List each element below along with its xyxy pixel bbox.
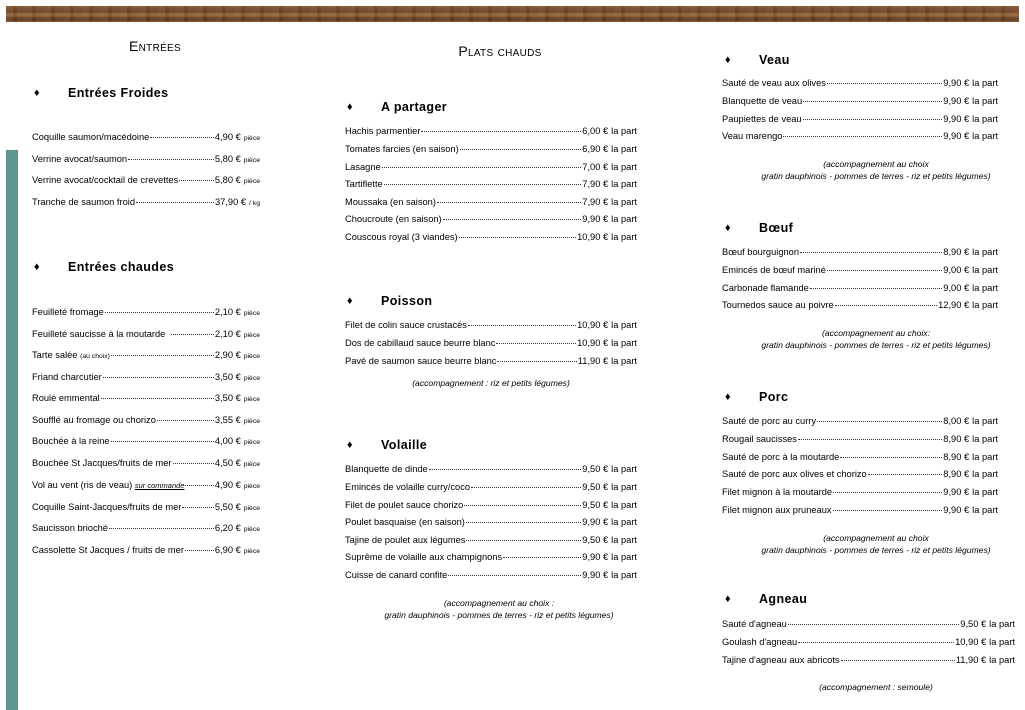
menu-item: Poulet basquaise (en saison) 9,90 € la part [345,517,637,527]
menu-item: Blanquette de dinde 9,50 € la part [345,464,637,474]
menu-item: Cassolette St Jacques / fruits de mer 6,90 € pièce [32,545,260,555]
menu-item: Filet mignon aux pruneaux 9,90 € la part [722,505,998,515]
menu-item: Tajine d'agneau aux abricots 11,90 € la part [722,655,1015,665]
diamond-bullet-icon: ♦ [725,593,732,605]
menu-item: Rougail saucisses 8,90 € la part [722,434,998,444]
menu-item: Bœuf bourguignon 8,90 € la part [722,247,998,257]
section-title: Bœuf [759,221,794,235]
menu-item: Coquille saumon/macédoine 4,90 € pièce [32,132,260,142]
accompaniment-note: (accompagnement au choix: gratin dauphinois - pommes de terres - riz et petits légumes) [761,328,991,350]
diamond-bullet-icon: ♦ [34,261,41,273]
menu-item: Tomates farcies (en saison) 6,90 € la part [345,144,637,154]
menu-item: Pavé de saumon sauce beurre blanc 11,90 € la part [345,356,637,366]
teal-side-bar [6,150,18,710]
menu-item: Carbonade flamande 9,00 € la part [722,283,998,293]
menu-item: Hachis parmentier 6,00 € la part [345,126,637,136]
menu-item: Emincés de bœuf mariné 9,00 € la part [722,265,998,275]
menu-item: Feuilleté fromage 2,10 € pièce [32,307,260,317]
menu-item: Dos de cabillaud sauce beurre blanc 10,90 € la part [345,338,637,348]
menu-item: Verrine avocat/cocktail de crevettes 5,80 € pièce [32,175,260,185]
section-header-entrees-froides [34,86,168,100]
menu-item: Soufflé au fromage ou chorizo 3,55 € pièce [32,415,260,425]
diamond-bullet-icon: ♦ [347,295,354,307]
wood-header-bar [6,6,1019,22]
entrees-title: Entrées [129,38,181,54]
menu-item: Verrine avocat/saumon 5,80 € pièce [32,154,260,164]
menu-item: Sauté de porc aux olives et chorizo 8,90 € la part [722,469,998,479]
section-header-entrees-chaudes [34,260,174,274]
section-header-volaille [347,438,427,452]
menu-item: Moussaka (en saison) 7,90 € la part [345,197,637,207]
menu-item: Sauté de porc à la moutarde 8,90 € la part [722,452,998,462]
section-header-agneau [725,592,807,606]
accompaniment-note: (accompagnement : riz et petits légumes) [412,378,570,388]
menu-item: Vol au vent (ris de veau) sur commande 4,90 € pièce [32,480,260,490]
menu-item: Lasagne 7,00 € la part [345,162,637,172]
menu-item: Choucroute (en saison) 9,90 € la part [345,214,637,224]
section-title: Entrées Froides [68,86,169,100]
accompaniment-note: (accompagnement au choix : gratin dauphinois - pommes de terres - riz et petits légumes) [384,598,614,620]
menu-item: Tartiflette 7,90 € la part [345,179,637,189]
menu-item: Tarte salée (au choix) 2,90 € pièce [32,350,260,360]
diamond-bullet-icon: ♦ [725,222,732,234]
section-header-porc [725,390,788,404]
accompaniment-note: (accompagnement au choix gratin dauphinois - pommes de terres - riz et petits légumes) [761,159,991,181]
menu-item: Blanquette de veau 9,90 € la part [722,96,998,106]
menu-item: Coquille Saint-Jacques/fruits de mer 5,50 € pièce [32,502,260,512]
menu-item: Cuisse de canard confite 9,90 € la part [345,570,637,580]
section-title: Porc [759,390,789,404]
diamond-bullet-icon: ♦ [347,439,354,451]
menu-item: Veau marengo 9,90 € la part [722,131,998,141]
section-header-veau [725,53,790,67]
menu-item: Bouchée St Jacques/fruits de mer 4,50 € pièce [32,458,260,468]
diamond-bullet-icon: ♦ [347,101,354,113]
section-title: Veau [759,53,790,67]
menu-item: Feuilleté saucisse à la moutarde 2,10 € pièce [32,329,260,339]
diamond-bullet-icon: ♦ [725,391,732,403]
menu-item: Filet de poulet sauce chorizo 9,50 € la part [345,500,637,510]
diamond-bullet-icon: ♦ [34,87,41,99]
menu-item: Saucisson brioché 6,20 € pièce [32,523,260,533]
section-title: Volaille [381,438,428,452]
menu-item: Sauté d'agneau 9,50 € la part [722,619,1015,629]
menu-item: Filet mignon à la moutarde 9,90 € la part [722,487,998,497]
diamond-bullet-icon: ♦ [725,54,732,66]
plats-chauds-title: Plats chauds [458,43,542,59]
menu-item: Sauté de veau aux olives 9,90 € la part [722,78,998,88]
menu-item: Sauté de porc au curry 8,00 € la part [722,416,998,426]
menu-item: Tournedos sauce au poivre 12,90 € la part [722,300,998,310]
menu-item: Friand charcutier 3,50 € pièce [32,372,260,382]
section-title: Poisson [381,294,433,308]
accompaniment-note: (accompagnement au choix gratin dauphinois - pommes de terres - riz et petits légumes) [761,533,991,555]
menu-item: Tranche de saumon froid 37,90 € / kg [32,197,260,207]
menu-item: Bouchée à la reine 4,00 € pièce [32,436,260,446]
menu-item: Filet de colin sauce crustacés 10,90 € la part [345,320,637,330]
section-title: Entrées chaudes [68,260,175,274]
menu-item: Tajine de poulet aux légumes 9,50 € la part [345,535,637,545]
menu-item: Roulé emmental 3,50 € pièce [32,393,260,403]
menu-item: Goulash d'agneau 10,90 € la part [722,637,1015,647]
menu-item: Couscous royal (3 viandes) 10,90 € la part [345,232,637,242]
section-header-a-partager [347,100,447,114]
menu-item: Paupiettes de veau 9,90 € la part [722,114,998,124]
section-header-boeuf [725,221,793,235]
section-title: A partager [381,100,448,114]
menu-item: Suprême de volaille aux champignons 9,90 € la part [345,552,637,562]
section-header-poisson [347,294,432,308]
section-title: Agneau [759,592,808,606]
accompaniment-note: (accompagnement : semoule) [819,682,933,692]
menu-item: Emincés de volaille curry/coco 9,50 € la part [345,482,637,492]
